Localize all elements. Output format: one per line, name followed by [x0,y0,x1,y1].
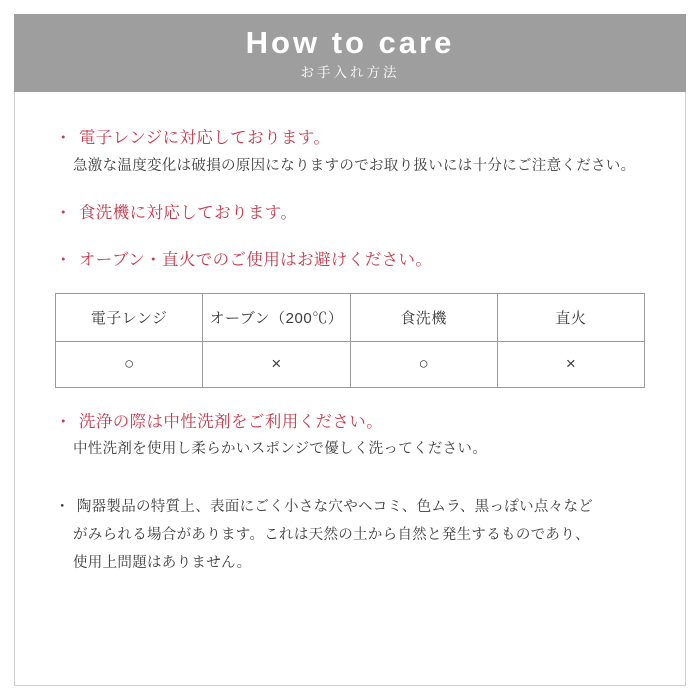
section-dishwasher-heading-row [55,201,645,226]
table-row [56,341,645,387]
spacer [55,193,645,201]
section-microwave [55,126,645,179]
bullet-icon: ・ [55,250,72,269]
section-oven-heading-row [55,248,645,273]
table-cell-directflame: × [497,341,644,387]
section-ceramic-row-3 [73,549,645,577]
bullet-icon: ・ [55,412,72,431]
spacer [55,477,645,493]
table-header-microwave: 電子レンジ [56,293,203,341]
section-ceramic-row [55,493,645,521]
bullet-icon: ・ [55,204,72,223]
section-microwave-heading-row [55,126,645,151]
section-detergent-heading: 洗浄の際は中性洗剤をご利用ください。 [78,412,384,431]
page-subtitle: お手入れ方法 [300,64,400,80]
table-cell-dishwasher: ○ [350,341,497,387]
section-dishwasher [55,201,645,226]
table-cell-microwave: ○ [56,341,203,387]
section-ceramic-row-2 [73,521,645,549]
bullet-icon: ・ [55,129,72,147]
section-microwave-heading: 電子レンジに対応しております。 [78,129,331,147]
section-ceramic-line-1: 陶器製品の特質上、表面にごく小さな穴やヘコミ、色ムラ、黒っぽい点々など [76,498,594,515]
section-detergent-note: 中性洗剤を使用し柔らかいスポンジで優しく洗ってください。 [73,441,488,458]
content-frame [14,92,686,686]
page-title: How to care [245,24,455,60]
table-header-row [56,293,645,341]
bullet-icon: ・ [55,498,70,515]
section-ceramic-note [55,493,645,578]
table-header-oven: オーブン（200℃） [203,293,350,341]
section-microwave-note: 急激な温度変化は破損の原因になりますのでお取り扱いには十分にご注意ください。 [73,157,636,174]
section-detergent-heading-row [55,410,645,435]
table-cell-oven: × [203,341,350,387]
section-ceramic-line-2: がみられる場合があります。これは天然の土から自然と発生するものであり、 [73,527,590,544]
section-detergent [55,410,645,463]
page-header [14,14,686,92]
section-dishwasher-heading: 食洗機に対応しております。 [78,204,298,223]
section-oven-heading: オーブン・直火でのご使用はお避けください。 [78,250,433,269]
table-header-dishwasher: 食洗機 [350,293,497,341]
section-oven-directflame [55,248,645,273]
table-header-directflame: 直火 [497,293,644,341]
spacer [55,240,645,248]
compatibility-table [55,293,645,388]
section-ceramic-line-3: 使用上問題はありません。 [73,555,252,572]
